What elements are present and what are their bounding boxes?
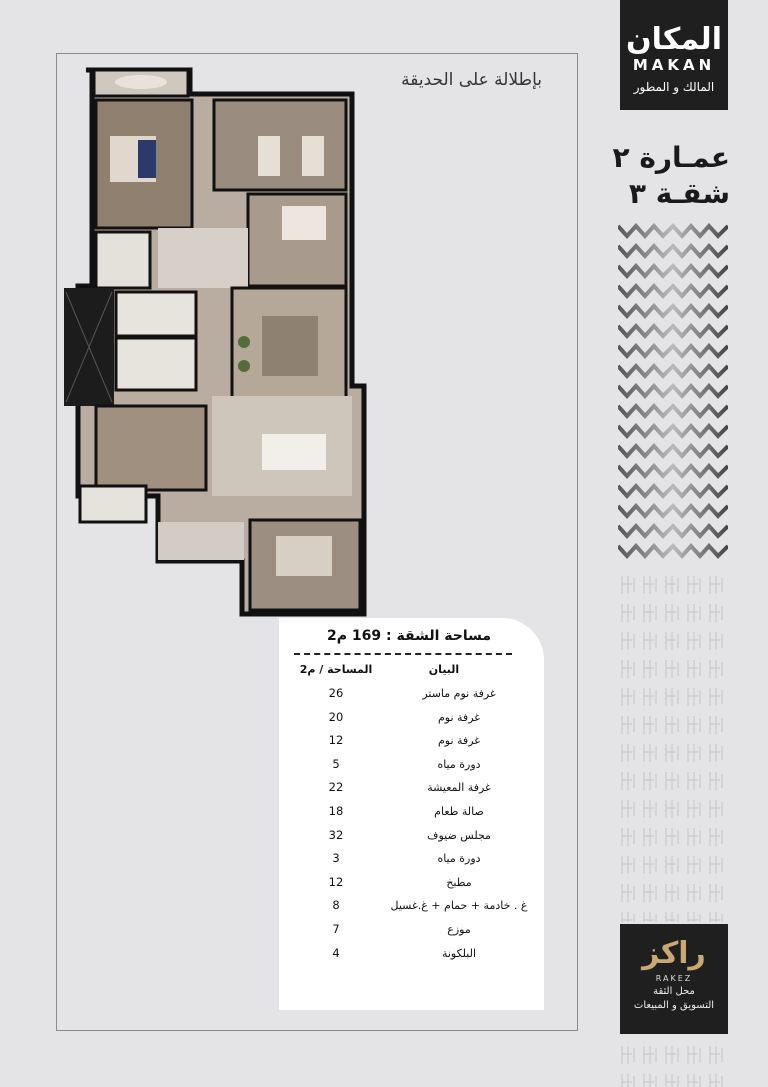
dashed-divider	[294, 653, 512, 655]
row-description: دورة مياه	[437, 852, 481, 866]
building-unit-label	[600, 140, 730, 212]
row-area: 4	[332, 945, 340, 960]
table-row	[279, 824, 544, 848]
view-label: بإطلالة على الحديقة	[401, 70, 542, 90]
logo-english: MAKAN	[632, 56, 716, 74]
rakez-logo	[620, 924, 728, 1034]
area-rows	[279, 682, 544, 965]
faint-pattern-bottom	[618, 1042, 728, 1087]
header-description: البيان	[428, 663, 460, 676]
logo-arabic: المكان	[626, 22, 722, 57]
row-area: 5	[332, 756, 340, 771]
row-area: 22	[328, 780, 344, 795]
building-number: عمـارة ٢	[612, 141, 730, 174]
table-row	[279, 706, 544, 730]
row-area: 7	[332, 921, 340, 936]
row-description: مطبخ	[446, 875, 472, 889]
table-row	[279, 753, 544, 777]
row-description: موزع	[447, 922, 471, 936]
row-area: 3	[332, 851, 340, 866]
table-row	[279, 729, 544, 753]
row-description: غرفة نوم ماستر	[422, 687, 496, 700]
table-row	[279, 800, 544, 824]
row-description: غ . خادمة + حمام + غ.غسيل	[390, 899, 528, 913]
table-row	[279, 942, 544, 966]
row-area: 26	[328, 686, 344, 700]
logo-subtitle: المالك و المطور	[633, 80, 715, 94]
row-area: 32	[328, 827, 344, 842]
rakez-tagline: محل الثقة	[653, 986, 695, 997]
faint-pattern	[618, 572, 728, 922]
row-description: صالة طعام	[434, 804, 484, 818]
apartment-number: شقـة ٣	[628, 177, 730, 210]
row-area: 20	[328, 709, 344, 724]
rakez-subtitle: التسويق و المبيعات	[633, 1000, 715, 1011]
decorative-pattern	[618, 222, 728, 562]
table-row	[279, 871, 544, 895]
header-area: المساحة / م2	[299, 663, 373, 676]
rakez-arabic: راكز	[642, 936, 706, 971]
table-row	[279, 894, 544, 918]
row-description: مجلس ضيوف	[427, 828, 491, 842]
table-row	[279, 847, 544, 871]
floor-plan-image	[62, 66, 376, 618]
row-description: غرفة المعيشة	[427, 781, 491, 795]
row-area: 8	[332, 898, 340, 913]
table-row	[279, 776, 544, 800]
makan-logo	[620, 0, 728, 110]
area-table-card	[279, 618, 544, 1010]
row-area: 12	[328, 733, 344, 748]
row-description: البلكونة	[441, 946, 477, 960]
apartment-area-title: مساحة الشقة : 169 م2	[327, 628, 491, 644]
row-area: 12	[328, 874, 344, 889]
row-description: غرفة نوم	[437, 710, 481, 724]
row-area: 18	[328, 803, 344, 818]
row-description: دورة مياه	[437, 757, 481, 771]
table-row	[279, 682, 544, 706]
row-description: غرفة نوم	[437, 734, 481, 748]
table-row	[279, 918, 544, 942]
rakez-english: RAKEZ	[655, 974, 693, 983]
